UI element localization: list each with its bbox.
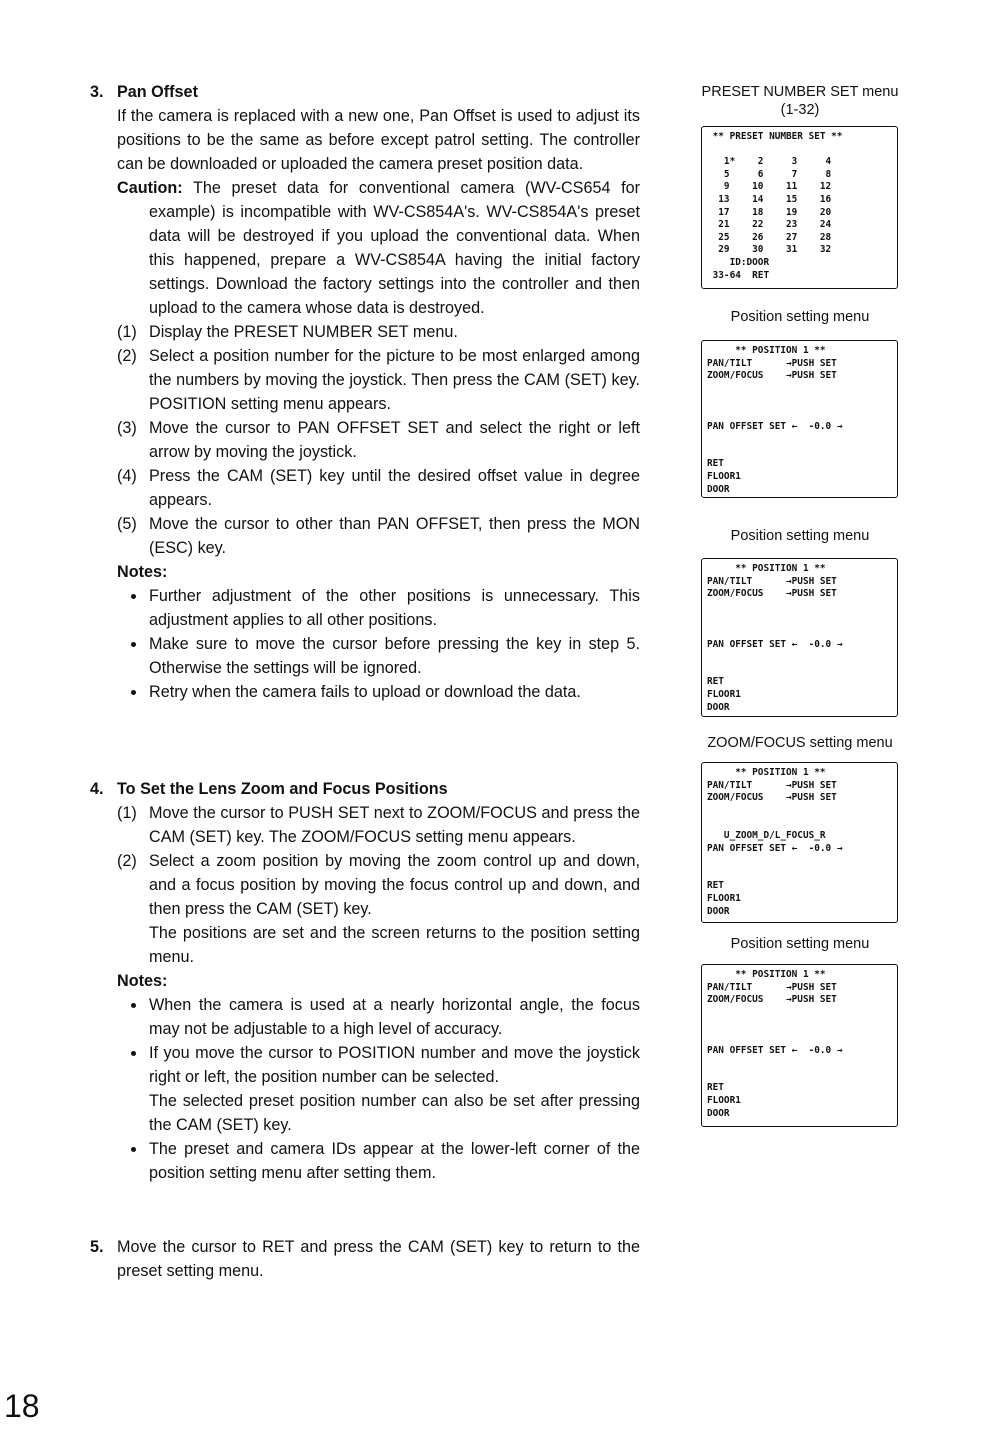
menu-line: PAN/TILT →PUSH SET xyxy=(707,779,837,791)
note-item xyxy=(117,993,640,1041)
note-text: The preset and camera IDs appear at the lower-left corner of the position setting menu after setting them. xyxy=(149,1140,640,1182)
step-number: (2) xyxy=(117,852,137,870)
step-text: Select a position number for the picture to be most enlarged among the numbers by moving the joystick. Then press the CAM (SET) key. POSITION setting menu appears. xyxy=(149,347,640,413)
note-text: If you move the cursor to POSITION number and move the joystick right or left, the position number can be selected. xyxy=(149,1044,640,1086)
menu-line: ZOOM/FOCUS →PUSH SET xyxy=(707,588,837,600)
caution-text: The preset data for conventional camera (WV-CS654 for example) is incompatible with WV-CS854A's. WV-CS854A's preset data will be destroyed if you upload the conventional data. When this happened, prepare a WV-CS854A having the initial factory settings. Download the factory settings into the controller and then upload to the camera whose data is destroyed. xyxy=(149,179,640,317)
step-item xyxy=(117,849,640,921)
note-item xyxy=(117,1041,640,1089)
section-lens-zoom-focus xyxy=(88,777,640,1185)
menu-line xyxy=(707,601,897,614)
menu-line: FLOOR1 xyxy=(707,892,741,904)
menu-line xyxy=(707,1007,897,1020)
step-number: (4) xyxy=(117,467,137,485)
menu-line: FLOOR1 xyxy=(707,1094,741,1106)
position-setting-screen xyxy=(701,964,898,1127)
menu-line: FLOOR1 xyxy=(707,688,741,700)
menu-line xyxy=(707,408,897,421)
bullet-icon xyxy=(131,1003,136,1008)
menu-line: DOOR xyxy=(707,701,730,713)
caution-paragraph xyxy=(117,176,640,320)
menu-line: FLOOR1 xyxy=(707,470,741,482)
menu-line: RET xyxy=(707,1082,724,1094)
step-number: (1) xyxy=(117,323,137,341)
section-number: 4. xyxy=(90,780,104,798)
menu-line: U_ZOOM_D/L_FOCUS_R xyxy=(707,829,826,841)
menu-line: DOOR xyxy=(707,905,730,917)
bullet-icon xyxy=(131,642,136,647)
step-number: (5) xyxy=(117,515,137,533)
menu-line xyxy=(707,446,897,459)
note-text: Further adjustment of the other positions is unnecessary. This adjustment applies to all other positions. xyxy=(149,587,640,629)
menu-line: ** POSITION 1 ** xyxy=(707,969,826,980)
step-text: Move the cursor to PUSH SET next to ZOOM/FOCUS and press the CAM (SET) key. The ZOOM/FOCUS setting menu appears. xyxy=(149,804,640,846)
note-item xyxy=(117,680,640,704)
menu-caption xyxy=(690,83,910,119)
menu-line: ** POSITION 1 ** xyxy=(707,767,826,778)
menu-line: ZOOM/FOCUS →PUSH SET xyxy=(707,792,837,804)
section-title: Pan Offset xyxy=(117,83,198,101)
zoom-focus-setting-screen xyxy=(701,762,898,923)
bullet-icon xyxy=(131,1147,136,1152)
menu-caption: Position setting menu xyxy=(730,936,870,952)
step-item xyxy=(117,464,640,512)
note-text: Retry when the camera fails to upload or download the data. xyxy=(149,683,581,701)
menu-line: 9 10 11 12 xyxy=(707,181,832,193)
step-text: Press the CAM (SET) key until the desired offset value in degree appears. xyxy=(149,467,640,509)
section-number: 5. xyxy=(90,1238,104,1256)
menu-line: PAN OFFSET SET ← -0.0 → xyxy=(707,420,843,432)
step-item xyxy=(117,344,640,416)
bullet-icon xyxy=(131,1051,136,1056)
menu-line: 25 26 27 28 xyxy=(707,231,832,243)
position-setting-screen xyxy=(701,558,898,717)
menu-line xyxy=(707,664,897,677)
menu-line: PAN/TILT →PUSH SET xyxy=(707,575,837,587)
section-intro: If the camera is replaced with a new one, Pan Offset is used to adjust its positions to be the same as before except patrol setting. The controller can be downloaded or uploaded the camera preset position data. xyxy=(117,107,640,173)
menu-line: PAN OFFSET SET ← -0.0 → xyxy=(707,1044,843,1056)
menu-line: ** POSITION 1 ** xyxy=(707,345,826,356)
menu-line: DOOR xyxy=(707,1107,730,1119)
menu-line xyxy=(707,383,897,396)
step-number: (1) xyxy=(117,804,137,822)
menu-line xyxy=(707,855,897,868)
note-item xyxy=(117,584,640,632)
step-text: Move the cursor to PAN OFFSET SET and select the right or left arrow by moving the joystick. xyxy=(149,419,640,461)
menu-caption: ZOOM/FOCUS setting menu xyxy=(707,735,893,751)
notes-label: Notes: xyxy=(117,563,168,581)
step-item xyxy=(117,512,640,560)
step-text: Select a zoom position by moving the zoom control up and down, and a focus position by moving the focus control up and down, and then press the CAM (SET) key. xyxy=(149,852,640,918)
menu-line xyxy=(707,433,897,446)
step-extra-text: The positions are set and the screen returns to the position setting menu. xyxy=(149,924,640,966)
menu-line: 5 6 7 8 xyxy=(707,168,832,180)
menu-line: 1* 2 3 4 xyxy=(707,156,832,168)
bullet-icon xyxy=(131,594,136,599)
section-return xyxy=(88,1235,640,1283)
page-number: 18 xyxy=(4,1388,40,1424)
note-item xyxy=(117,632,640,680)
menu-line: 21 22 23 24 xyxy=(707,219,832,231)
menu-line: 13 14 15 16 xyxy=(707,193,832,205)
caution-label: Caution: xyxy=(117,179,183,197)
section-number: 3. xyxy=(90,83,104,101)
menu-line xyxy=(707,1032,897,1045)
menu-line: RET xyxy=(707,676,724,688)
step-text: Display the PRESET NUMBER SET menu. xyxy=(149,323,458,341)
section-pan-offset xyxy=(88,80,640,704)
menu-line xyxy=(707,1057,897,1070)
menu-line: PAN/TILT →PUSH SET xyxy=(707,357,837,369)
menu-line: PAN OFFSET SET ← -0.0 → xyxy=(707,842,843,854)
menu-line xyxy=(707,395,897,408)
note-text: Make sure to move the cursor before pressing the key in step 5. Otherwise the settings will be ignored. xyxy=(149,635,640,677)
note-text: When the camera is used at a nearly horizontal angle, the focus may not be adjustable to a high level of accuracy. xyxy=(149,996,640,1038)
menu-line xyxy=(707,144,897,157)
step-number: (2) xyxy=(117,347,137,365)
menu-line: 33-64 RET xyxy=(707,269,770,281)
caption-range: (1-32) xyxy=(780,102,820,118)
menu-line xyxy=(707,817,897,830)
menu-line: PAN/TILT →PUSH SET xyxy=(707,981,837,993)
notes-label: Notes: xyxy=(117,972,168,990)
position-setting-screen xyxy=(701,340,898,498)
menu-line xyxy=(707,805,897,818)
step-item xyxy=(117,320,640,344)
step-item xyxy=(117,801,640,849)
menu-line xyxy=(707,1019,897,1032)
menu-line xyxy=(707,868,897,881)
menu-line: ZOOM/FOCUS →PUSH SET xyxy=(707,370,837,382)
menu-line: ** PRESET NUMBER SET ** xyxy=(707,131,843,142)
menu-line: RET xyxy=(707,880,724,892)
bullet-icon xyxy=(131,690,136,695)
menu-line xyxy=(707,1070,897,1083)
preset-number-set-screen xyxy=(701,126,898,289)
menu-line xyxy=(707,626,897,639)
section-text: Move the cursor to RET and press the CAM (SET) key to return to the preset setting menu. xyxy=(117,1238,640,1280)
menu-line: ** POSITION 1 ** xyxy=(707,563,826,574)
menu-caption: Position setting menu xyxy=(730,309,870,325)
menu-line: ZOOM/FOCUS →PUSH SET xyxy=(707,994,837,1006)
menu-line: 29 30 31 32 xyxy=(707,244,832,256)
menu-line xyxy=(707,613,897,626)
menu-line: ID:DOOR xyxy=(707,256,770,268)
menu-line: DOOR xyxy=(707,483,730,495)
step-item xyxy=(117,416,640,464)
menu-line: 17 18 19 20 xyxy=(707,206,832,218)
caption-line: PRESET NUMBER SET menu xyxy=(701,84,899,100)
menu-caption: Position setting menu xyxy=(730,528,870,544)
note-item xyxy=(117,1137,640,1185)
menu-line xyxy=(707,651,897,664)
menu-line: RET xyxy=(707,458,724,470)
step-text: Move the cursor to other than PAN OFFSET, then press the MON (ESC) key. xyxy=(149,515,640,557)
note-extra-text: The selected preset position number can also be set after pressing the CAM (SET) key. xyxy=(149,1092,640,1134)
step-number: (3) xyxy=(117,419,137,437)
menu-line: PAN OFFSET SET ← -0.0 → xyxy=(707,638,843,650)
section-title: To Set the Lens Zoom and Focus Positions xyxy=(117,780,448,798)
